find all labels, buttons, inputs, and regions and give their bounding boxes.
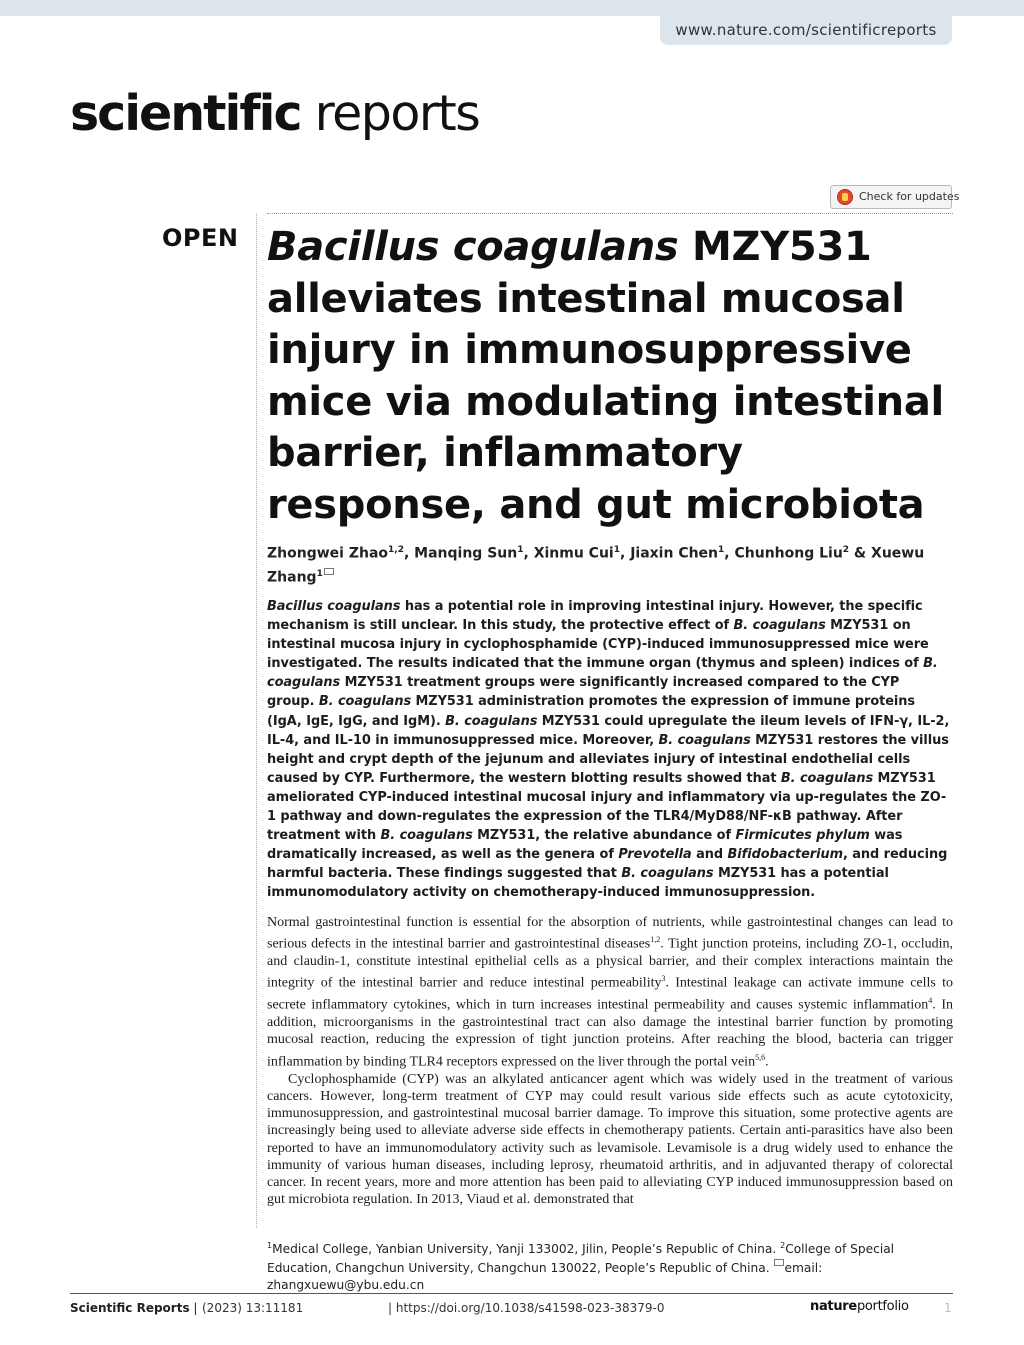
abstract-text: MZY531 administration promotes the expression of immune proteins (IgA, IgE, IgG, and IgM). xyxy=(267,694,916,729)
check-for-updates-label: Check for updates xyxy=(859,190,960,203)
abstract-italic-term: B. coagulans xyxy=(621,866,714,882)
abstract-text: MZY531 has a potential immunomodulatory activity on chemotherapy-induced immunosuppression. xyxy=(267,866,889,901)
footer-separator: | xyxy=(189,1301,198,1315)
footer-journal-name: Scientific Reports xyxy=(70,1301,190,1315)
author-name: Chunhong Liu xyxy=(734,545,843,562)
footer-citation: (2023) 13:11181 xyxy=(202,1301,304,1315)
open-access-label: OPEN xyxy=(162,224,239,252)
author-affiliation: 2 xyxy=(842,545,850,555)
corresponding-author-mail-icon xyxy=(324,568,334,575)
author-separator: , xyxy=(724,545,735,562)
publisher-logo-light: portfolio xyxy=(856,1299,909,1314)
abstract-italic-term: Bifidobacterium xyxy=(727,847,843,863)
affiliation-number: 1 xyxy=(267,1241,273,1250)
footer-divider xyxy=(70,1293,953,1294)
author-name: Jiaxin Chen xyxy=(630,545,719,562)
abstract-text: MZY531 on intestinal mucosa injury in cyclophosphamide (CYP)-induced immunosuppressed mice were investigated. The results indicated that the immune organ (thymus and spleen) indices of xyxy=(267,618,929,672)
affiliation-number: 2 xyxy=(780,1241,786,1250)
author-separator: , xyxy=(619,545,631,562)
abstract-italic-term: B. coagulans xyxy=(445,713,538,729)
abstract-italic-term: Bacillus coagulans xyxy=(267,599,401,614)
abstract-text: , and reducing harmful bacteria. These findings suggested that xyxy=(267,847,948,882)
body-text: Normal gastrointestinal function is essential for the absorption of nutrients, while gastrointestinal changes can lead to serious defects in the intestinal barrier and gastrointestinal diseases xyxy=(267,915,953,952)
abstract-text: MZY531 could upregulate the ileum levels of IFN-γ, IL-2, IL-4, and IL-10 in immunosuppressed mice. Moreover, xyxy=(267,713,950,748)
title-italic: Bacillus coagulans xyxy=(267,224,679,270)
body-paragraph xyxy=(267,1071,953,1209)
publisher-logo xyxy=(810,1299,909,1314)
crossmark-icon xyxy=(837,189,853,205)
citation-ref: 5,6 xyxy=(755,1052,766,1062)
abstract-italic-term: Firmicutes phylum xyxy=(735,828,870,844)
abstract-italic-term: B. coagulans xyxy=(380,828,473,844)
body-text: . In addition, microorganisms in the gastrointestinal tract can also damage the intestinal barrier function by promoting mucosal reaction, reducing the expression of tight junction proteins. After reaching the blood, bacteria can trigger inflammation by binding TLR4 receptors expressed on the liver through the portal vein xyxy=(267,997,953,1070)
margin-divider xyxy=(256,213,257,1228)
abstract-italic-term: B. coagulans xyxy=(267,656,938,691)
page-number: 1 xyxy=(944,1301,952,1315)
affiliation-text: email: zhangxuewu@ybu.edu.cn xyxy=(267,1260,823,1293)
abstract-text: and xyxy=(691,847,728,863)
author-separator: , xyxy=(403,545,415,562)
author-affiliation: 1,2 xyxy=(388,545,404,555)
email-icon xyxy=(774,1259,784,1266)
author-name: Xinmu Cui xyxy=(533,545,614,562)
abstract-text: was dramatically increased, as well as the genera of xyxy=(267,828,903,863)
publisher-logo-bold: nature xyxy=(810,1299,857,1314)
footer-journal xyxy=(70,1301,197,1315)
abstract-text: MZY531 restores the villus height and crypt depth of the jejunum and alleviates injury of intestinal endothelial cells caused by CYP. Furthermore, the western blotting results showed that xyxy=(267,732,949,786)
author-name: Xuewu Zhang xyxy=(267,545,925,586)
author-name: Manqing Sun xyxy=(414,545,518,562)
abstract-text: MZY531 treatment groups were significantly increased compared to the CYP group. xyxy=(267,675,900,710)
logo-light-text: reports xyxy=(300,85,480,142)
abstract-text: MZY531, the relative abundance of xyxy=(472,828,736,844)
article-title xyxy=(267,222,967,531)
body-text: . Tight junction proteins, including ZO-1, occludin, and claudin-1, constitute intestinal epithelial cells as a physical barrier, and their complex interactions maintain the integrity of the intestinal barrier and reduce intestinal permeability xyxy=(267,936,953,992)
abstract xyxy=(267,597,951,903)
body-text: Cyclophosphamide (CYP) was an alkylated anticancer agent which was widely used in the treatment of various cancers. However, long-term treatment of CYP may could result various side effects such as acute cytotoxicity, immunosuppression, and gastrointestinal mucosal barrier damage. To improve this situation, some protective agents are increasingly being used to alleviate adverse side effects in chemotherapy patients. Certain anti-parasitics have also been reported to have an immunomodulatory activity such as levamisole. Levamisole is a drug widely used to enhance the immunity of various human diseases, including leprosy, rheumatoid arthritis, and in adjuvanted therapy of colorectal cancer. In recent years, more and more attention has been paid to alleviating CYP induced immunosuppression based on gut microbiota regulation. In 2013, Viaud et al. demonstrated that xyxy=(267,1071,953,1208)
author-affiliation: 1 xyxy=(517,545,524,555)
abstract-italic-term: B. coagulans xyxy=(318,694,412,710)
body-text: . xyxy=(765,1054,769,1070)
abstract-italic-term: B. coagulans xyxy=(733,618,826,634)
author-affiliation: 1 xyxy=(718,545,725,555)
affiliation-text: College of Special Education, Changchun University, Changchun 130022, People’s Republic of China. xyxy=(267,1242,895,1275)
author-separator: , xyxy=(523,545,534,562)
logo-bold-text: scientific xyxy=(70,85,301,142)
abstract-text: MZY531 ameliorated CYP-induced intestinal mucosal injury and inflammatory via up-regulates the ZO-1 pathway and down-regulates the expression of the TLR4/MyD88/NF-κB pathway. After treatment with xyxy=(267,770,947,844)
abstract-italic-term: B. coagulans xyxy=(780,770,874,786)
author-list xyxy=(267,540,957,587)
author-name: Zhongwei Zhao xyxy=(267,545,389,562)
body-text: . Intestinal leakage can activate immune cells to secrete inflammatory cytokines, which in turn increases intestinal permeability and causes systemic inflammation xyxy=(267,976,953,1013)
abstract-italic-term: B. coagulans xyxy=(658,732,751,748)
affiliations xyxy=(267,1237,957,1295)
title-rest: MZY531 alleviates intestinal mucosal injury in immunosuppressive mice via modulating intestinal barrier, inflammatory response, and gut microbiota xyxy=(267,224,944,528)
abstract-text: has a potential role in improving intestinal injury. However, the specific mechanism is still unclear. In this study, the protective effect of xyxy=(267,599,923,634)
author-separator: & xyxy=(849,545,872,562)
author-affiliation: 1 xyxy=(613,545,620,555)
body-paragraph xyxy=(267,914,953,1071)
footer-doi-link[interactable]: | https://doi.org/10.1038/s41598-023-38379-0 xyxy=(388,1301,665,1315)
abstract-italic-term: Prevotella xyxy=(618,847,692,863)
check-for-updates-button[interactable] xyxy=(830,185,960,209)
author-affiliation: 1 xyxy=(316,568,323,579)
citation-ref: 3 xyxy=(661,974,666,984)
header-divider xyxy=(267,213,953,214)
journal-url[interactable]: www.nature.com/scientificreports xyxy=(660,16,952,45)
top-banner xyxy=(0,0,1024,16)
citation-ref: 1,2 xyxy=(650,935,661,945)
citation-ref: 4 xyxy=(928,996,933,1006)
journal-logo xyxy=(70,82,479,146)
main-text xyxy=(267,914,953,1209)
affiliation-text: Medical College, Yanbian University, Yanji 133002, Jilin, People’s Republic of China. xyxy=(272,1242,781,1257)
